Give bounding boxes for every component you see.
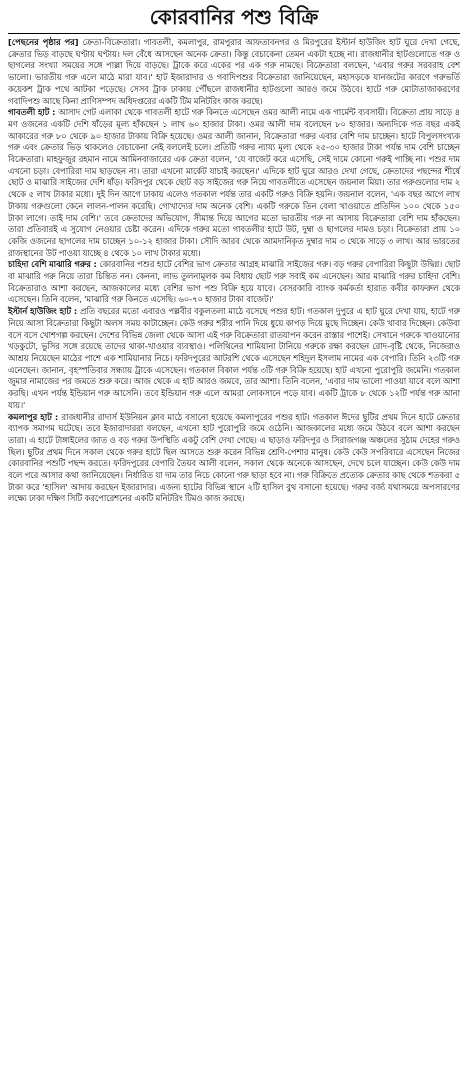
- paragraph-medium-cattle: [8, 259, 460, 306]
- continuation-label: [পেছনের পৃষ্ঠার পর]: [8, 37, 83, 47]
- paragraph-kamalapur: [8, 412, 460, 506]
- paragraph-gabtoli: [8, 107, 460, 259]
- section-heading: গাবতলী হাট :: [8, 107, 59, 118]
- paragraph-text: প্রতি বছরের মতো এবারও পল্লবীর বকুলতলা মাঠে বসেছে পশুর হাট। গতকাল দুপুরে এ হাট ঘুরে দেখা যায়, হাটে গরু নিয়ে আসা বিক্রেতারা কিছুটা অলস সময় কাটাচ্ছেন। কেউ গরুর শরীর পানি দিয়ে ধুয়ে কাপড় দিয়ে মুছে দিচ্ছেন। কেউ খাবার দিচ্ছেন। কেউবা বসে বসে খোশগল্প করছেন। দেশের বিভিন্ন জেলা থেকে আসা এই গরু বিক্রেতারা রাতযাপন করেন রাস্তার পাশেই। সেখানে গরুকে খাওয়ানোর খড়কুটো, ভুসির সঙ্গে রয়েছে তাদের থাকা-খাওয়ার ব্যবস্থাও। পলিথিনের শামিয়ানা টানিয়ে গরুকে রক্ষা করছেন রোদ-বৃষ্টি থেকে, নিজেরাও আশ্রয় নিয়েছেন মাঠের পাশে এক শামিয়ানার নিচে। ফরিদপুরের আটরশি থেকে এসেছেন শহিদুল ইসলাম নামের এক বেপারি। তিনি ২৩টি গরু এনেছেন। জানান, বৃহস্পতিবার সন্ধ্যায় ট্রাকে এসেছেন। গতকাল বিকাল পর্যন্ত ৩টি গরু বিক্রি হয়েছে। হাট এখনো পুরোপুরি জমেনি। গতকাল জুমার নামাজের পর জমতে শুরু করে। আজ থেকে এ হাট আরও জমবে, তার আশা। তিনি বলেন, 'এবার দাম ভালো পাওয়া যাবে বলে আশা করছি। এখন পর্যন্ত ইন্ডিয়ান গরু আসেনি। তবে ইন্ডিয়ান গরু এলে আমরা লোকসানে পড়ে যাব। একটি ট্রাকে ৮ থেকে ১২টি পর্যন্ত গরু আনা যায়।': [8, 306, 460, 410]
- paragraph-intro: [8, 37, 460, 107]
- paragraph-eastern-housing: [8, 306, 460, 411]
- section-heading: চাহিদা বেশি মাঝারি গরুর :: [8, 259, 100, 270]
- paragraph-text: আসাদ গেট এলাকা থেকে গাবতলী হাটে গরু কিনতে এসেছেন ওমর আলী নামে এক গার্মেন্ট ব্যবসায়ী। বিক্রেতা প্রায় সাড়ে ৪ মণ ওজনের একটি দেশি ষাঁড়ের মূল্য হাঁকছেন ১ লাখ ৬০ হাজার টাকা। ওমর আলী দাম বলেছেন ৮০ হাজার। অন্যদিকে গত বছর একই আকারের গরু ৮০ থেকে ৯০ হাজার টাকায় বিক্রি হয়েছে। ওমর আলী জানান, বিক্রেতারা গরুর এবার বেশি দাম চাচ্ছেন। হাটে বিপুলসংখ্যক গরু এবং ক্রেতার ভিড় থাকলেও বেচাকেনা নেই বললেই চলে। প্রতিটি গরুর ন্যায্য মূল্য থেকে ২৫-৩০ হাজার টাকা পর্যন্ত দাম বেশি চাচ্ছেন বিক্রেতারা। মাহফুজুর রহমান নামে আমিনবাজারের এক ক্রেতা বলেন, 'যে বাজেট করে এসেছি, সেই দামে কোনো গরুই পাচ্ছি না। পশুর দাম এখনো চড়া। বেপারিরা দাম ছাড়ছেন না। তারা এখনো মার্কেট যাচাই করছেন।' এদিকে হাট ঘুরে আরও দেখা গেছে, ক্রেতাদের পছন্দের শীর্ষে ছোট ও মাঝারি সাইজের দেশি ষাঁড়। ফরিদপুর থেকে ছোট বড় সাইজের গরু নিয়ে গাবতলীতে এসেছেন জয়নাল মিয়া। তার গরুগুলোর দাম ২ থেকে ৫ লাখ টাকার মধ্যে। দুই দিন আগে ঢাকায় এলেও গতকাল পর্যন্ত তার একটি গরুও বিক্রি হয়নি। জয়নাল বলেন, 'এক বছর আগে লাখ টাকায় গরুগুলো কেনে লালন-পালন করেছি। গোখাদ্যের দাম অনেক বেশি। একটি গরুকে তিন বেলা খাওয়াতে প্রতিদিন ১০০ থেকে ১৫০ টাকা লাগে। তাই দাম বেশি।' তবে ক্রেতাদের অভিযোগ, সীমান্ত দিয়ে আগের মতো ভারতীয় গরু না আসায় বিক্রেতারা বেশি দাম হাঁকছেন। তারা প্রতিবারই এ সুযোগ নেওয়ার চেষ্টা করেন। এদিকে গরুর মতো গাবতলীর হাটে উট, দুম্বা ও ছাগলের দামও চড়া। বিক্রেতারা প্রায় ১০ কেজি ওজনের ছাগলের দাম চাচ্ছেন ১০-১২ হাজার টাকা। সৌদি আরব থেকে আমদানিকৃত দুম্বার দাম ৩ থেকে সাড়ে ৩ লাখ। আর ভারতের রাজস্থানের উট পাওয়া যাচ্ছে ৪ থেকে ১০ লাখ টাকার মধ্যে।: [8, 107, 460, 258]
- article-headline: কোরবানির পশু বিক্রি: [149, 5, 319, 29]
- section-heading: ইস্টার্ন হাউজিং হাট :: [8, 306, 81, 317]
- paragraph-text: কোরবানির পশুর হাটে বেশির ভাগ ক্রেতার আগ্রহ মাঝারি সাইজের গরু। বড় গরুর বেপারিরা কিছুটা উদ্বিগ্ন। ছোট বা মাঝারি গরু নিয়ে তারা চিন্তিত নন। কেননা, লাভ তুলনামূলক কম বিধায় ছোট গরু সবাই কম এনেছেন। আর মাঝারি গরুর চাহিদা বেশি। বিক্রেতারাও আশা করছেন, আজকালের মধ্যে বেশির ভাগ পশু বিক্রি হয়ে যাবে। বেসরকারি ব্যাংক কর্মকর্তা হারাত কবীর কাফরুল থেকে এসেছেন। তিনি বলেন, 'মাঝারি গরু কিনতে এসেছি। ৬০-৭০ হাজার টাকা বাজেট।': [8, 259, 460, 305]
- paragraph-text: ক্রেতা-বিক্রেতারা। গাবতলী, কমলাপুর, রামপুরার আফতাবনগর ও মিরপুরের ইস্টার্ন হাউজিং হাট ঘুরে দেখা গেছে, ক্রেতার ভিড় বাড়ছে ঘণ্টায় ঘণ্টায়। দল বেঁধে আসছেন অনেক ক্রেতা। কিন্তু বেচাকেনা তেমন একটা হচ্ছে না। রাজধানীর হাটগুলোতে গরু ও ছাগলের সংখ্যা সময়ের সঙ্গে পাল্লা দিয়ে বাড়ছে। ট্রাকে করে একের পর এক গরু নামছে। বিক্রেতারা বলছেন, 'এবার গরুর সরবরাহ বেশ ভালো। ভারতীয় গরু এলে মাঠে মারা যাব।' হাট ইজারাদার ও গবাদিপশুর বিক্রেতারা জানিয়েছেন, মহাসড়কে যানজটের কারণে গরুভর্তি কয়েকশ ট্রাক পথে আটকা পড়েছে। সেসব ট্রাক ঢাকায় পৌঁছলে রাজধানীর হাটগুলো আরও জমে উঠবে। হাটে গরু মোটাতাজাকরণের গবাদিপশু আছে কিনা প্রাণিসম্পদ অধিদপ্তরের একটি টিম মনিটরিং কাজ করছে।: [8, 37, 460, 106]
- headline-divider: [8, 33, 460, 34]
- article-body: [8, 37, 460, 505]
- paragraph-text: রাজধানীর রাদার্স ইউনিয়ন ক্লাব মাঠে বসানো হয়েছে কমলাপুরের পশুর হাট। গতকাল ঈদের ছুটির প্রথম দিনে হাটে ক্রেতার ব্যাপক সমাগম ঘটেছে। তবে ইজারাদাররা বলছেন, এখনো হাট পুরোপুরি জমে ওঠেনি। আজকালের মধ্যে জমে উঠবে বলে আশা করছেন তারা। এ হাটে টাঙ্গাইলের জাত ও বড় গরুর উপস্থিতি একটু বেশি দেখা গেছে। এ ছাড়াও ফরিদপুর ও সিরাজগঞ্জ অঞ্চলের সুঠাম দেহের গরুও ছিল। ছুটির প্রথম দিনে সকাল থেকে গরুর হাটে ছিল আসতে শুরু করেন বিভিন্ন শ্রেণি-পেশার মানুষ। কেউ কেউ সপরিবারে এসেছেন নিজের কোরবানির পশুটি পছন্দ করতে। ফরিদপুরের বেপারি তৈয়ব আলী বলেন, সকাল থেকে অনেকে আসছেন, দেখে চলে যাচ্ছেন। কেউ কেউ দাম বলে পরে আসার কথা জানিয়েছেন। নির্ধারিত যা দাম তার নিচে কোনো গরু ছাড়া হবে না। গরু বিক্রিতে প্রত্যেক ক্রেতার কাছ থেকে শতকরা ৫ টাকা করে 'হাসিল' আদায় করছেন ইজারাদার। এজন্য হাটের বিভিন্ন স্থানে ২টি হাসিল বুথ বসানো হয়েছে। গরুর বর্জ্য যথাসময়ে অপসারণের লক্ষ্যে ঢাকা দক্ষিণ সিটি করপোরেশনের একটি মনিটরিং টিমও কাজ করছে।: [8, 411, 460, 504]
- section-heading: কমলাপুর হাট :: [8, 411, 62, 422]
